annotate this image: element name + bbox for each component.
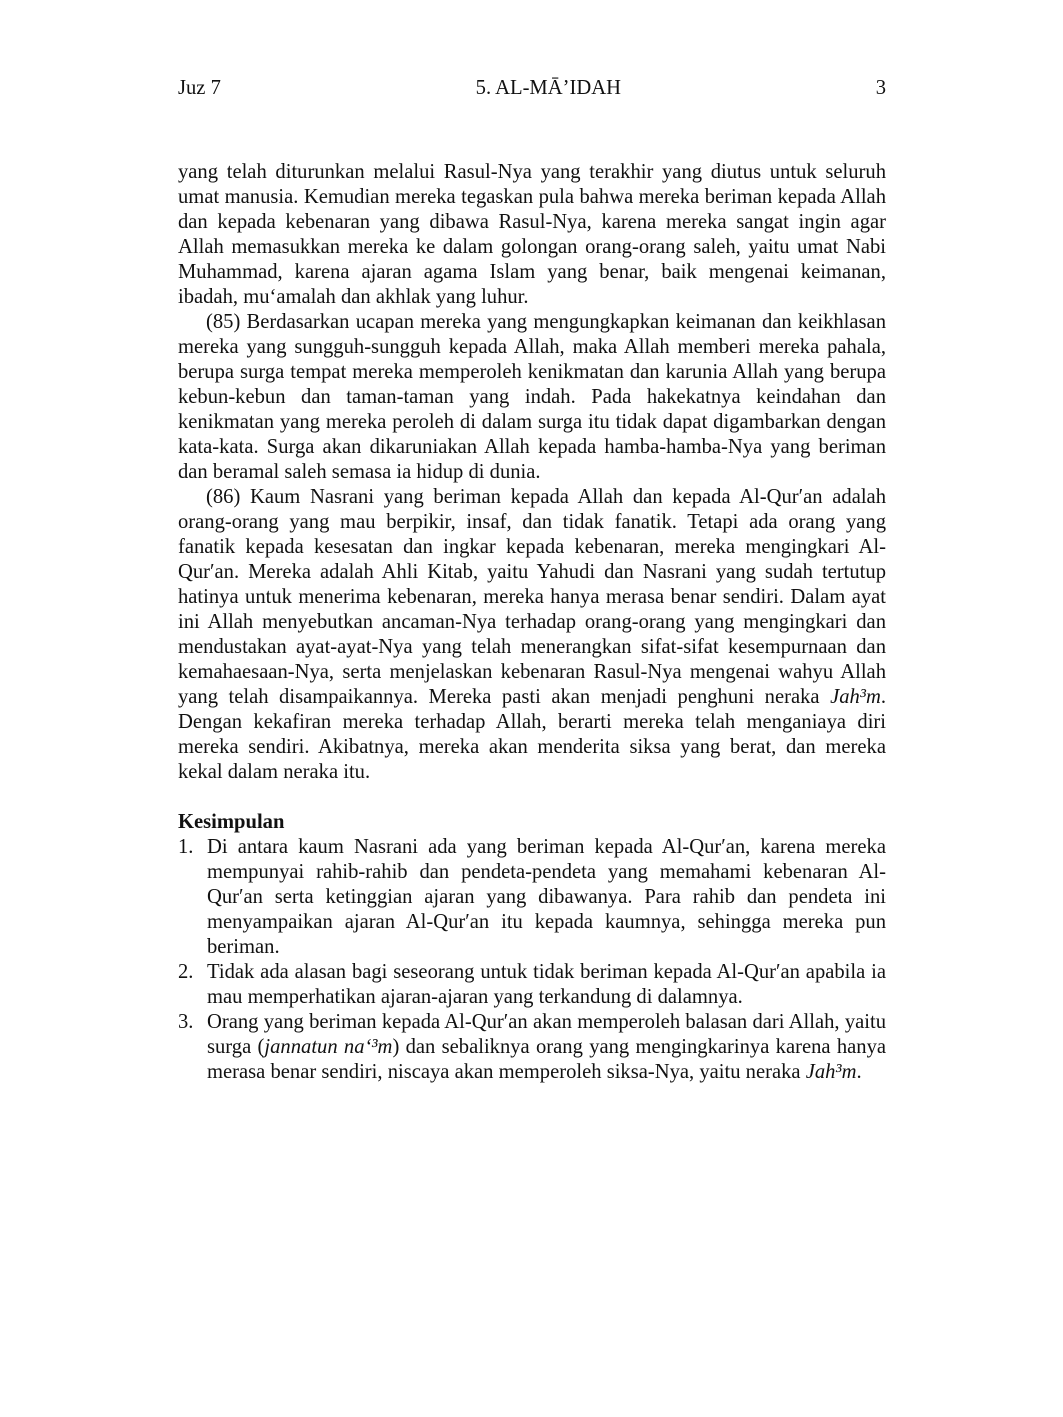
conclusion-item-text-part: ) dan sebaliknya orang yang mengingkarinya karena hanya merasa benar sendiri, niscaya akan memperoleh siksa-Nya, yaitu neraka [207, 1036, 887, 1083]
conclusion-item [178, 960, 886, 1010]
conclusion-item-number: 1. [178, 836, 194, 858]
paragraph-verse-86 [178, 485, 886, 785]
conclusion-item-text-part: . [856, 1061, 862, 1083]
conclusion-item-number: 2. [178, 961, 194, 983]
conclusion-item-text-part: Orang yang beriman kepada Al-Qur′an akan memperoleh balasan dari Allah, yaitu surga ( [207, 1011, 886, 1058]
running-header [178, 76, 886, 101]
conclusion-item-text: Di antara kaum Nasrani ada yang beriman kepada Al-Qur′an, karena mereka mempunyai rahib-rahib dan pendeta-pendeta yang memahami kebenaran Al-Qur′an serta ketinggian ajaran yang dibawanya. Para rahib dan pendeta ini menyampaikan ajaran Al-Qur′an itu kepada kaumnya, sehingga mereka pun beriman. [207, 836, 886, 958]
paragraph-verse-86-text: (86) Kaum Nasrani yang beriman kepada Allah dan kepada Al-Qur′an adalah orang-orang yang mau berpikir, insaf, dan tidak fanatik. Tetapi ada orang yang fanatik kepada kesesatan dan ingkar kepada kebenaran, mereka mengingkari Al-Qur′an. Mereka adalah Ahli Kitab, yaitu Yahudi dan Nasrani yang sudah tertutup hatinya untuk menerima kebenaran, mereka hanya merasa benar sendiri. Dalam ayat ini Allah menyebutkan ancaman-Nya terhadap orang-orang yang mengingkari dan mendustakan ayat-ayat-Nya yang telah menerangkan sifat-sifat kesempurnaan dan kemahaesaan-Nya, serta menjelaskan kebenaran Rasul-Nya mengenai wahyu Allah yang telah disampaikannya. Mereka pasti akan menjadi penghuni neraka [178, 486, 886, 708]
juz-label: Juz 7 [178, 77, 221, 99]
conclusion-item-text [207, 1010, 886, 1085]
conclusion-item [178, 835, 886, 960]
paragraph-verse-86-italic-term: Jah³m [830, 686, 881, 708]
conclusion-item-text: Tidak ada alasan bagi seseorang untuk tidak beriman kepada Al-Qur′an apabila ia mau memperhatikan ajaran-ajaran yang terkandung di dalamnya. [207, 961, 886, 1008]
conclusion-list [178, 835, 886, 1085]
conclusion-item [178, 1010, 886, 1085]
conclusion-heading: Kesimpulan [178, 811, 285, 833]
page-body [178, 160, 886, 1085]
conclusion-item-italic-term: Jah³m [805, 1061, 857, 1083]
paragraph-verse-85: (85) Berdasarkan ucapan mereka yang mengungkapkan keimanan dan keikhlasan mereka yang sungguh-sungguh kepada Allah, maka Allah memberi mereka pahala, berupa surga tempat mereka memperoleh kenikmatan dan karunia Allah yang berupa kebun-kebun dan taman-taman yang indah. Pada hakekatnya keindahan dan kenikmatan yang mereka peroleh di dalam surga itu tidak dapat digambarkan dengan kata-kata. Surga akan dikaruniakan Allah kepada hamba-hamba-Nya yang beriman dan beramal saleh semasa ia hidup di dunia. [178, 311, 886, 483]
conclusion-item-italic-term: jannatun na‘³m [264, 1036, 393, 1058]
page-number: 3 [875, 77, 886, 99]
conclusion-item-number: 3. [178, 1011, 194, 1033]
paragraph-verse-86-rest: . Dengan kekafiran mereka terhadap Allah, berarti mereka telah menganiaya diri mereka sendiri. Akibatnya, mereka akan menderita siksa yang berat, dan mereka kekal dalam neraka itu. [178, 686, 886, 783]
paragraph-continuation: yang telah diturunkan melalui Rasul-Nya yang terakhir yang diutus untuk seluruh umat manusia. Kemudian mereka tegaskan pula bahwa mereka beriman kepada Allah dan kepada kebenaran yang dibawa Rasul-Nya, karena mereka sangat ingin agar Allah memasukkan mereka ke dalam golongan orang-orang saleh, yaitu umat Nabi Muhammad, karena ajaran agama Islam yang benar, baik mengenai keimanan, ibadah, mu‘amalah dan akhlak yang luhur. [178, 161, 886, 308]
surah-title: 5. AL-MĀ’IDAH [475, 77, 621, 99]
